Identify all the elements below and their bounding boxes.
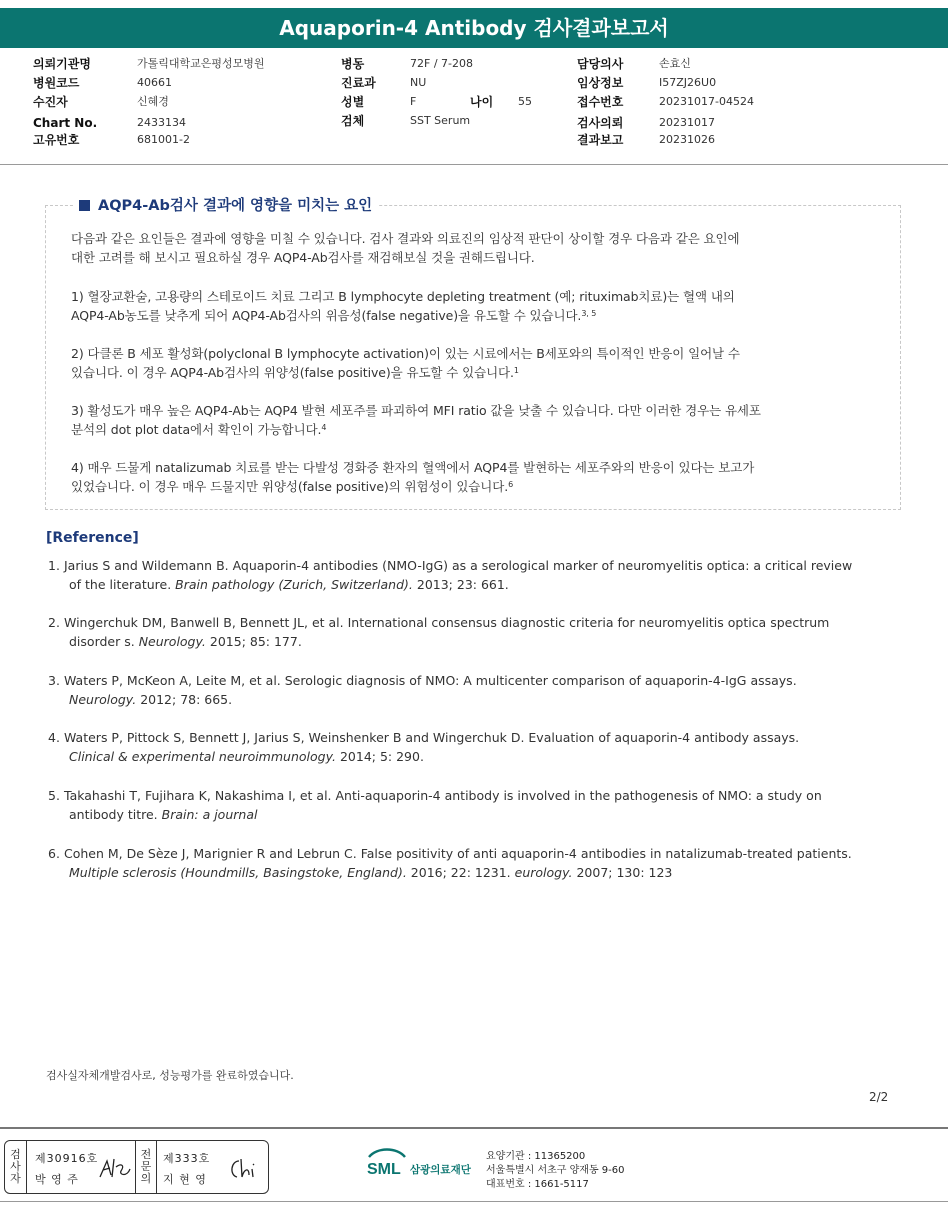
clinical-info-label: 임상정보 [577, 76, 624, 90]
reference-text: 2012; 78: 665. [136, 692, 233, 707]
citation-ref: 6 [508, 480, 514, 489]
journal-name: eurology. [514, 865, 573, 880]
logo-text: SML [367, 1161, 401, 1178]
factor-line [71, 363, 893, 382]
journal-name: Multiple sclerosis (Houndmills, Basingstoke, England). [69, 865, 407, 880]
report-date-label: 결과보고 [577, 133, 624, 147]
factor-line [71, 306, 893, 325]
specialist-label-char: 의 [140, 1172, 152, 1185]
reference-number: 4. [48, 730, 60, 745]
specialist-signature [225, 1155, 261, 1183]
factor-item-2 [71, 344, 893, 382]
unique-no-value: 681001-2 [137, 133, 190, 146]
org-phone: 대표번호 : 1661-5117 [486, 1179, 589, 1190]
reference-text: disorder s. [69, 634, 139, 649]
chart-no-label: Chart No. [33, 116, 98, 130]
sml-logo [365, 1145, 409, 1183]
clinical-info-value: I57ZJ26U0 [659, 76, 717, 89]
ward-label: 병동 [341, 57, 365, 71]
reference-number: 3. [48, 673, 60, 688]
reference-text: 2014; 5: 290. [336, 749, 424, 764]
institution-value: 가톨릭대학교은평성모병원 [137, 57, 265, 70]
factor-line-text: 있습니다. 이 경우 AQP4-Ab검사의 위양성(false positive)을 유도할 수 있습니다. [71, 365, 514, 380]
unique-no-label: 고유번호 [33, 133, 80, 147]
receipt-no-label: 접수번호 [577, 95, 624, 109]
doctor-label: 담당의사 [577, 57, 624, 71]
intro-line: 다음과 같은 요인들은 결과에 영향을 미칠 수 있습니다. 검사 결과와 의료진의 임상적 판단이 상이할 경우 다음과 같은 요인에 [71, 231, 740, 246]
examiner-label-char: 사 [10, 1160, 21, 1173]
age-value: 55 [518, 95, 532, 108]
request-date-label: 검사의뢰 [577, 116, 624, 130]
patient-info [0, 52, 948, 164]
factor-item-3 [71, 401, 893, 439]
doctor-value: 손효신 [659, 57, 691, 70]
report-date-value: 20231026 [659, 133, 715, 146]
factor-item-1 [71, 287, 893, 325]
reference-number: 5. [48, 788, 60, 803]
factor-line: 4) 매우 드물게 natalizumab 치료를 받는 다발성 경화증 환자의 혈액에서 AQP4를 발현하는 세포주와의 반응이 있다는 보고가 [71, 460, 755, 475]
reference-text: Waters P, McKeon A, Leite M, et al. Serologic diagnosis of NMO: A multicenter comparison of aquaporin-4-IgG assays. [64, 673, 797, 688]
examinee-label: 수진자 [33, 95, 68, 109]
reference-text: 2013; 23: 661. [412, 577, 509, 592]
signature-box [4, 1140, 269, 1194]
examinee-value: 신혜경 [137, 95, 169, 108]
reference-text: Wingerchuk DM, Banwell B, Bennett JL, et al. International consensus diagnostic criteria for neuromyelitis optica spectrum [64, 615, 830, 630]
factor-line-text: AQP4-Ab농도를 낮추게 되어 AQP4-Ab검사의 위음성(false negative)을 유도할 수 있습니다. [71, 308, 582, 323]
reference-text: 2015; 85: 177. [205, 634, 302, 649]
reference-text: Jarius S and Wildemann B. Aquaporin-4 antibodies (NMO-IgG) as a serological marker of neuromyelitis optica: a critical review [64, 558, 853, 573]
reference-number: 1. [48, 558, 60, 573]
footer-bottom-divider [0, 1201, 948, 1202]
reference-item-1 [48, 556, 908, 594]
examiner-name: 박 영 주 [35, 1173, 79, 1186]
chart-no-value: 2433134 [137, 116, 186, 129]
examiner-label [5, 1141, 27, 1193]
page-number: 2/2 [869, 1090, 889, 1104]
journal-name: Brain: a journal [161, 807, 258, 822]
info-divider [0, 164, 948, 165]
report-title: Aquaporin-4 Antibody 검사결과보고서 [0, 8, 948, 48]
factor-line [71, 420, 893, 439]
reference-text: Waters P, Pittock S, Bennett J, Jarius S, Weinshenker B and Wingerchuk D. Evaluation of aquaporin-4 antibody assays. [64, 730, 800, 745]
reference-text: of the literature. [69, 577, 176, 592]
ward-value: 72F / 7-208 [410, 57, 473, 70]
journal-name: Neurology. [138, 634, 206, 649]
sml-logo-icon [365, 1145, 409, 1179]
factor-line: 1) 혈장교환술, 고용량의 스테로이드 치료 그리고 B lymphocyte depleting treatment (예; rituximab치료)는 혈액 내의 [71, 289, 735, 304]
care-institution-number: 요양기관 : 11365200 [486, 1151, 586, 1162]
reference-item-3 [48, 671, 908, 709]
request-date-value: 20231017 [659, 116, 715, 129]
reference-number: 6. [48, 846, 60, 861]
examiner-signature [97, 1155, 133, 1183]
examiner-label-char: 검 [10, 1148, 21, 1161]
factors-title [73, 194, 378, 215]
factor-line: 2) 다클론 B 세포 활성화(polyclonal B lymphocyte activation)이 있는 시료에서는 B세포와의 특이적인 반응이 일어날 수 [71, 346, 740, 361]
footer-divider [0, 1127, 948, 1129]
reference-text: 2016; 22: 1231. [406, 865, 515, 880]
hospital-code-label: 병원코드 [33, 76, 80, 90]
reference-item-5 [48, 786, 908, 824]
specialist-name: 지 현 영 [163, 1173, 207, 1186]
factor-item-4 [71, 458, 893, 496]
specimen-value: SST Serum [410, 114, 471, 127]
sex-label: 성별 [341, 95, 365, 109]
reference-text: Cohen M, De Sèze J, Marignier R and Lebrun C. False positivity of anti aquaporin-4 antibodies in natalizumab-treated patients. [64, 846, 852, 861]
factor-line-text: 있었습니다. 이 경우 매우 드물지만 위양성(false positive)의 위험성이 있습니다. [71, 479, 509, 494]
reference-text: Takahashi T, Fujihara K, Nakashima I, et al. Anti-aquaporin-4 antibody is involved in the pathogenesis of NMO: a study on [64, 788, 822, 803]
org-address: 서울특별시 서초구 양재동 9-60 [486, 1165, 625, 1176]
sex-value: F [410, 95, 417, 108]
hospital-code-value: 40661 [137, 76, 172, 89]
specimen-label: 검체 [341, 114, 365, 128]
examiner-label-char: 자 [10, 1172, 21, 1185]
examiner-license: 제30916호 [35, 1152, 99, 1165]
intro-line: 대한 고려를 해 보시고 필요하실 경우 AQP4-Ab검사를 재검해보실 것을 권해드립니다. [71, 250, 535, 265]
reference-text: antibody titre. [69, 807, 162, 822]
institution-label: 의뢰기관명 [33, 57, 91, 71]
factor-line-text: 분석의 dot plot data에서 확인이 가능합니다. [71, 422, 322, 437]
citation-ref: 1 [513, 366, 519, 375]
validation-note: 검사실자체개발검사로, 성능평가를 완료하였습니다. [46, 1069, 294, 1082]
specialist-label-char: 문 [140, 1160, 152, 1173]
department-label: 진료과 [341, 76, 376, 90]
factor-line: 3) 활성도가 매우 높은 AQP4-Ab는 AQP4 발현 세포주를 파괴하여 MFI ratio 값을 낮출 수 있습니다. 다만 이러한 경우는 유세포 [71, 403, 761, 418]
specialist-label-char: 전 [140, 1148, 152, 1161]
reference-text: 2007; 130: 123 [572, 865, 673, 880]
journal-name: Clinical & experimental neuroimmunology. [69, 749, 336, 764]
citation-ref: 4 [321, 423, 327, 432]
factor-line [71, 477, 893, 496]
reference-item-6 [48, 844, 908, 882]
journal-name: Brain pathology (Zurich, Switzerland). [175, 577, 413, 592]
reference-item-2 [48, 613, 908, 651]
journal-name: Neurology. [69, 692, 137, 707]
specialist-label [135, 1141, 157, 1193]
department-value: NU [410, 76, 427, 89]
org-name: 삼광의료재단 [410, 1164, 471, 1176]
reference-item-4 [48, 728, 908, 766]
specialist-license: 제333호 [163, 1152, 211, 1165]
factors-intro [71, 229, 893, 267]
square-bullet-icon [79, 200, 90, 211]
citation-ref: 3, 5 [581, 309, 597, 318]
receipt-no-value: 20231017-04524 [659, 95, 754, 108]
reference-number: 2. [48, 615, 60, 630]
age-label: 나이 [470, 95, 494, 109]
reference-heading: [Reference] [46, 530, 139, 546]
factors-title-text: AQP4-Ab검사 결과에 영향을 미치는 요인 [98, 198, 373, 214]
